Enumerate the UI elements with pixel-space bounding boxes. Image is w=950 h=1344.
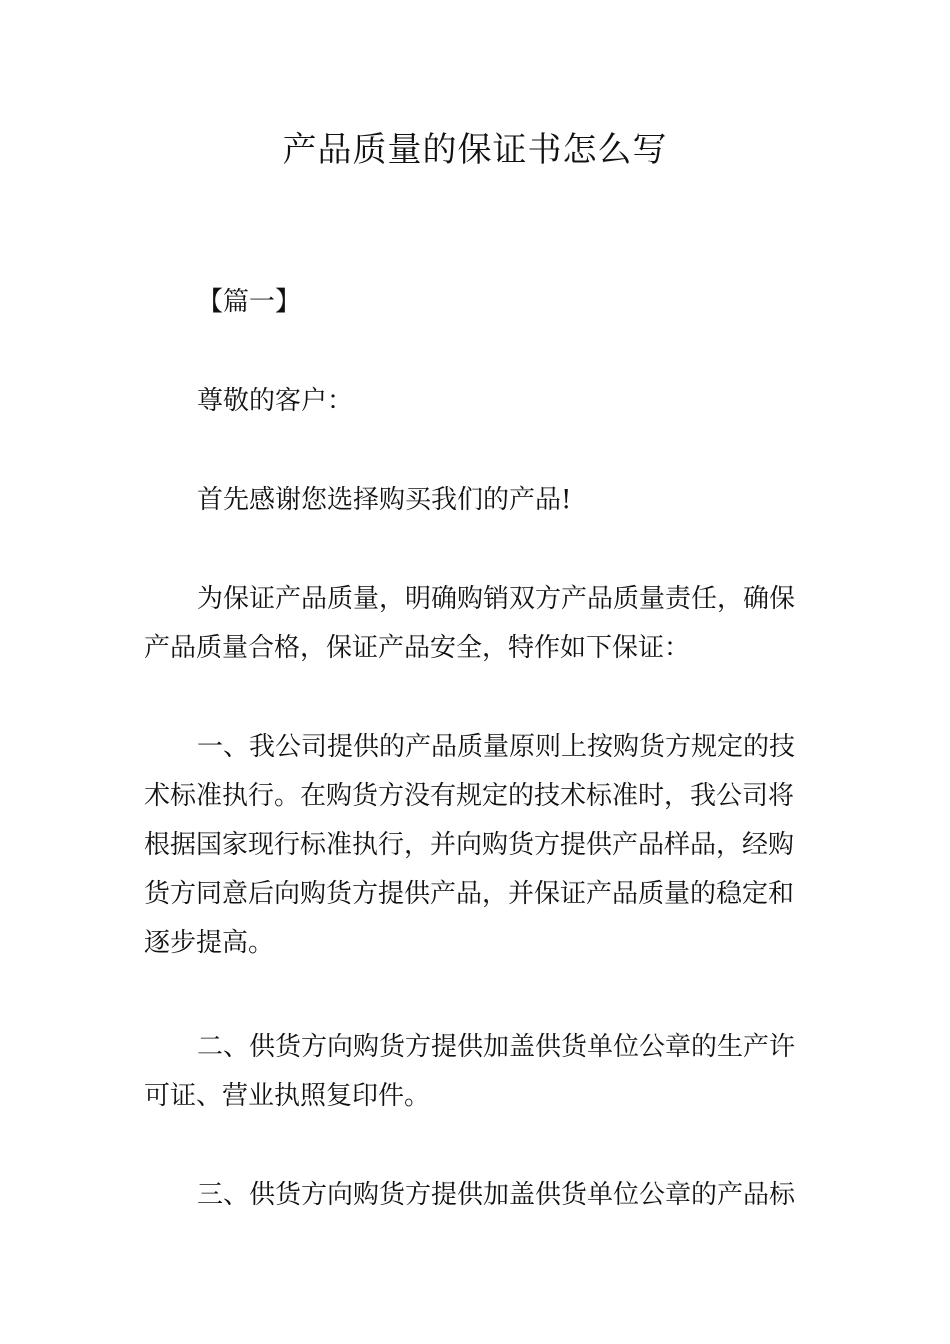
paragraph-3-line-4: 货方同意后向购货方提供产品，并保证产品质量的稳定和 xyxy=(144,879,795,909)
paragraph-3-line-2: 术标准执行。在购货方没有规定的技术标准时，我公司将 xyxy=(144,781,795,811)
document-title: 产品质量的保证书怎么写 xyxy=(282,130,668,170)
salutation: 尊敬的客户： xyxy=(197,386,354,416)
paragraph-3-line-3: 根据国家现行标准执行，并向购货方提供产品样品，经购 xyxy=(144,830,795,860)
paragraph-2-line-2: 产品质量合格，保证产品安全，特作如下保证： xyxy=(144,633,691,663)
paragraph-2-line-1: 为保证产品质量，明确购销双方产品质量责任，确保 xyxy=(197,584,796,614)
paragraph-1-line-1: 首先感谢您选择购买我们的产品! xyxy=(197,485,572,515)
paragraph-5-line-1: 三、供货方向购货方提供加盖供货单位公章的产品标 xyxy=(197,1180,796,1210)
paragraph-4-line-1: 二、供货方向购货方提供加盖供货单位公章的生产许 xyxy=(197,1032,796,1062)
paragraph-3-line-1: 一、我公司提供的产品质量原则上按购货方规定的技 xyxy=(197,732,796,762)
paragraph-4-line-2: 可证、营业执照复印件。 xyxy=(144,1081,431,1111)
paragraph-3-line-5: 逐步提高。 xyxy=(144,928,275,958)
section-label: 【篇一】 xyxy=(197,287,302,317)
